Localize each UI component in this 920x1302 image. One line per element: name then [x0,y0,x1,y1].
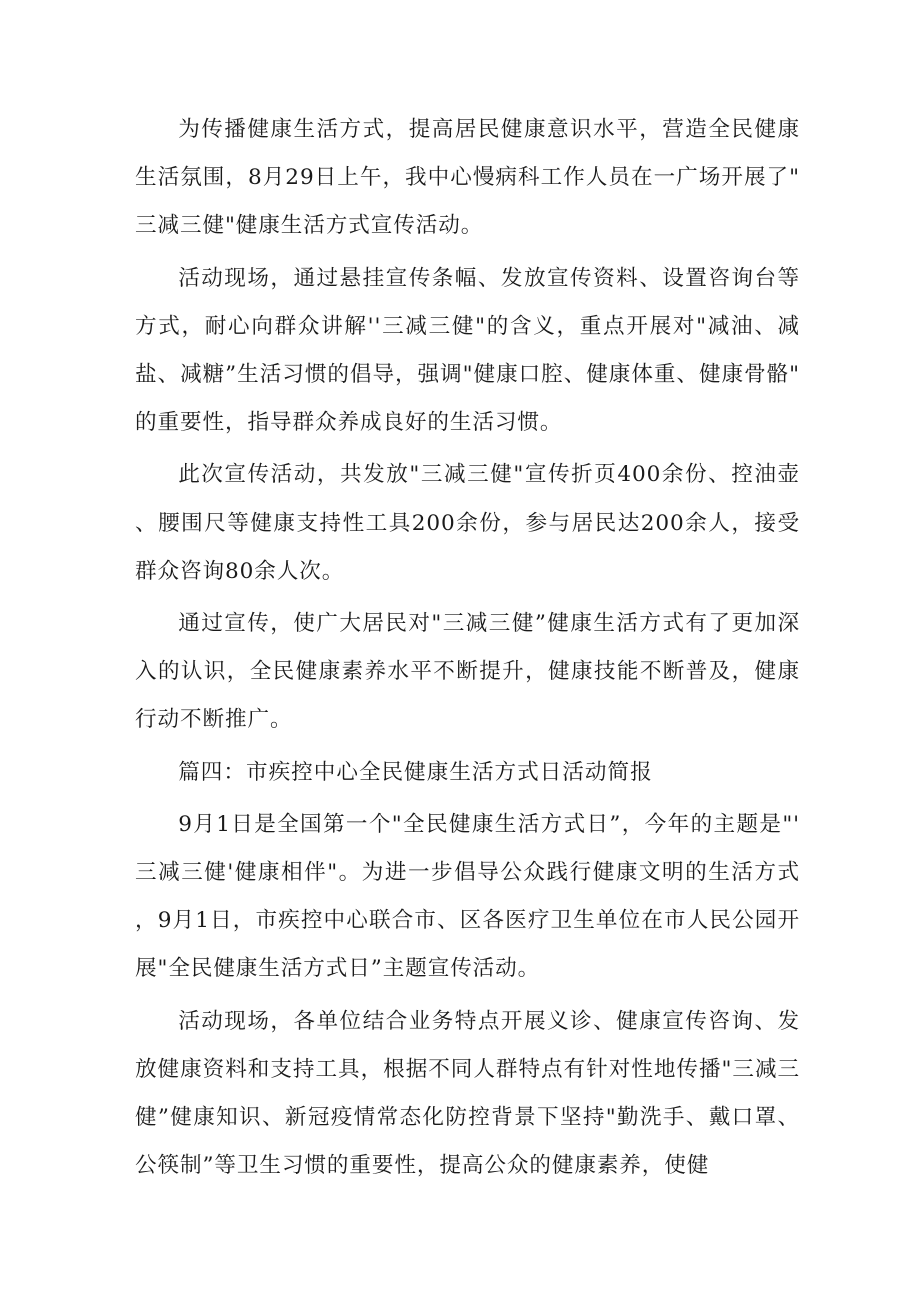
paragraph-outcome: 通过宣传，使广大居民对"三减三健”健康生活方式有了更加深入的认识，全民健康素养水平不断提升，健康技能不断普及，健康行动不断推广。 [135,611,800,733]
paragraph-intro: 为传播健康生活方式，提高居民健康意识水平，营造全民健康生活氛围，8月29日上午，我中心慢病科工作人员在一广场开展了"三减三健"健康生活方式宣传活动。 [135,117,800,239]
section-heading: 篇四：市疾控中心全民健康生活方式日活动简报 [178,759,653,785]
paragraph-activity-details: 活动现场，各单位结合业务特点开展义诊、健康宣传咨询、发放健康资料和支持工具，根据不同人群特点有针对性地传播"三减三健”健康知识、新冠疫情常态化防控背景下坚持"勤洗手、戴口罩、公筷制”等卫生习惯的重要性，提高公众的健康素养，使健 [135,1008,800,1179]
document-body [135,106,800,1194]
paragraph-activity-scene: 活动现场，通过悬挂宣传条幅、发放宣传资料、设置咨询台等方式，耐心向群众讲解''三减三健"的含义，重点开展对"减油、减盐、减糖”生活习惯的倡导，强调"健康口腔、健康体重、健康骨骼"的重要性，指导群众养成良好的生活习惯。 [135,265,800,436]
paragraph-lifestyle-day: 9月1日是全国第一个"全民健康生活方式日”，今年的主题是"'三减三健'健康相伴"。为进一步倡导公众践行健康文明的生活方式，9月1日，市疾控中心联合市、区各医疗卫生单位在市人民公园开展"全民健康生活方式日”主题宣传活动。 [135,811,800,982]
paragraph-distribution-stats: 此次宣传活动，共发放"三减三健"宣传折页400余份、控油壶、腰围尺等健康支持性工具200余份，参与居民达200余人，接受群众咨询80余人次。 [135,462,800,584]
